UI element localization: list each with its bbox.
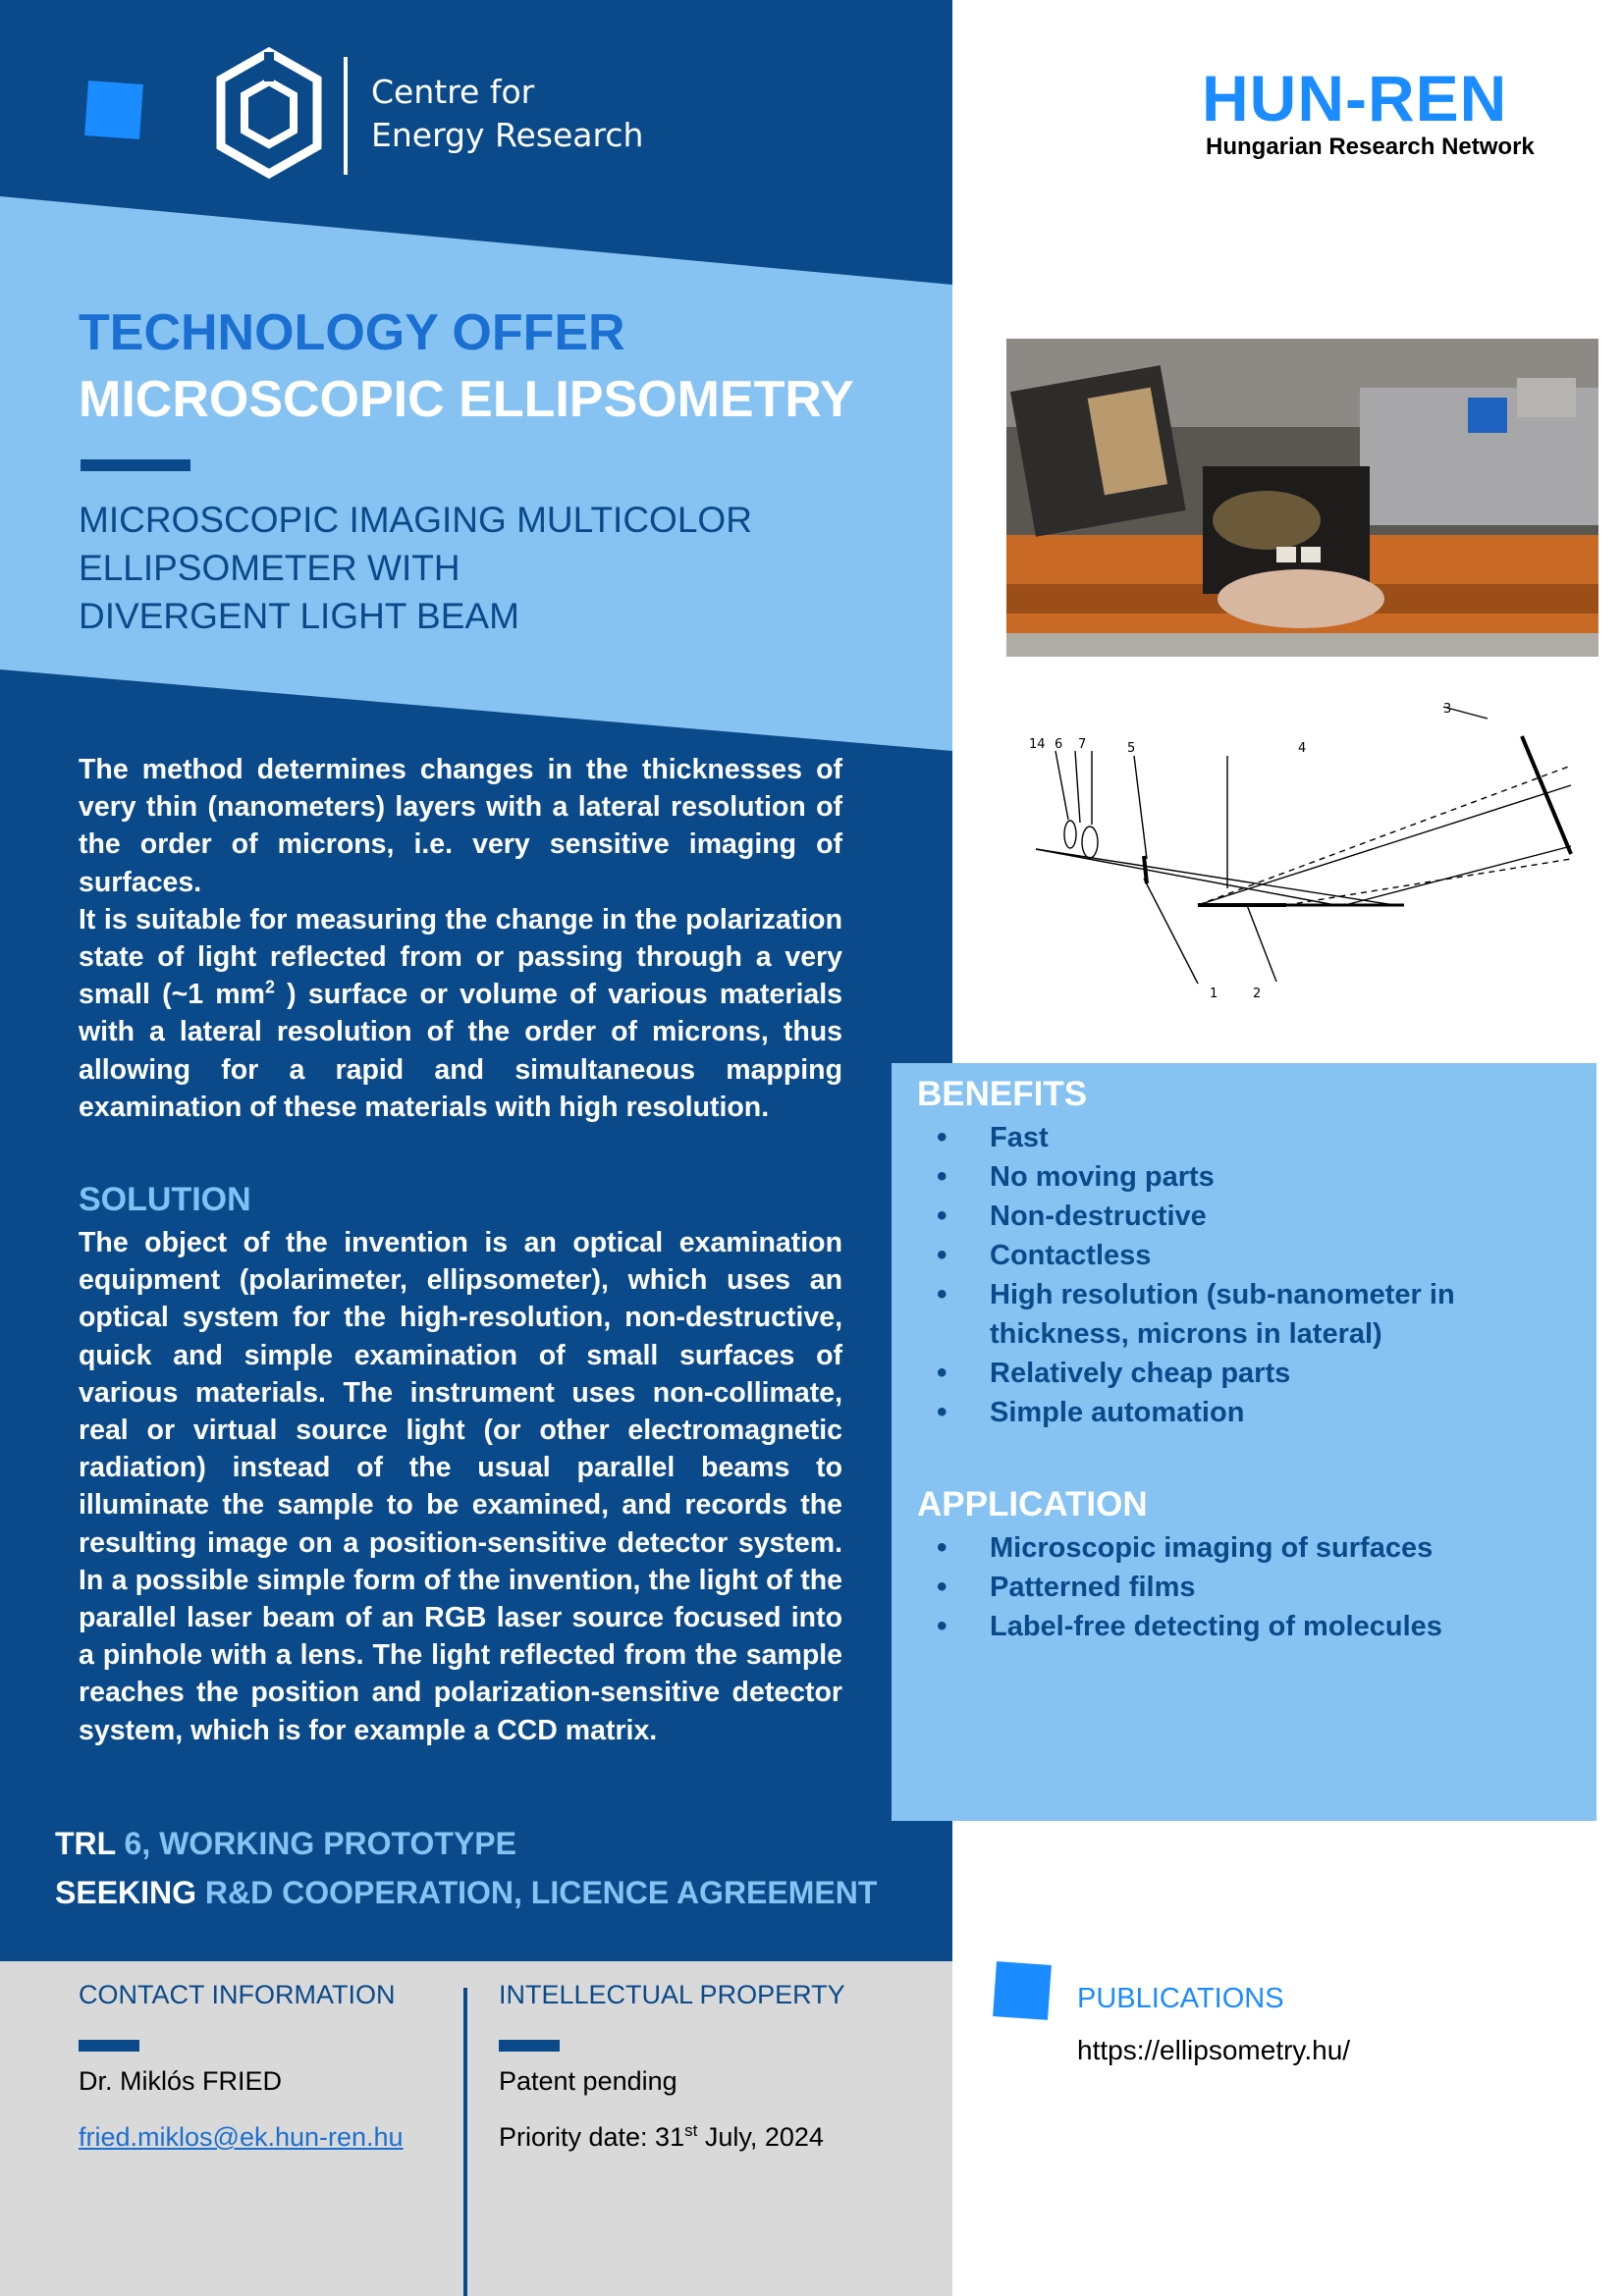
logo-square-icon: [84, 80, 143, 139]
diagram-label-7: 7: [1078, 737, 1087, 752]
contact-heading: CONTACT INFORMATION: [79, 1980, 396, 2009]
benefit-item: • Fast: [892, 1118, 1520, 1157]
offer-label: TECHNOLOGY OFFER: [79, 304, 625, 361]
seeking-line: [55, 1871, 877, 1914]
benefit-item: • High resolution (sub-nanometer in thickness, microns in lateral): [892, 1275, 1520, 1354]
benefits-panel: [892, 1063, 1597, 1821]
org-name: Centre for Energy Research: [371, 73, 644, 154]
contact-email-link[interactable]: fried.miklos@ek.hun-ren.hu: [79, 2122, 404, 2152]
trl-line: [55, 1822, 516, 1865]
seeking-value: R&D COOPERATION, LICENCE AGREEMENT: [204, 1875, 878, 1910]
priority-date-end: July, 2024: [697, 2122, 824, 2152]
priority-date-sup: st: [684, 2121, 698, 2140]
hexagon-logo-icon: [211, 44, 327, 182]
application-item: • Label-free detecting of molecules: [892, 1607, 1520, 1646]
contact-name: Dr. Miklós FRIED: [79, 2066, 283, 2096]
publications-link[interactable]: https://ellipsometry.hu/: [1077, 2035, 1351, 2065]
application-list: [892, 1528, 1520, 1646]
benefit-item: • Non-destructive: [892, 1197, 1520, 1236]
publications-heading: PUBLICATIONS: [1077, 1983, 1284, 2014]
seeking-label: SEEKING: [55, 1875, 197, 1910]
device-photo: [1006, 339, 1598, 657]
benefit-item: • Relatively cheap parts: [892, 1354, 1520, 1393]
optical-diagram: [1021, 697, 1591, 1001]
diagram-label-2: 2: [1253, 987, 1262, 1001]
title-dash: [81, 459, 190, 471]
description-p2-start: It is suitable for measuring the change in the polarization state of light reflected from or passing through a very small (~1 mm: [79, 903, 842, 1011]
description-paragraph-2: [79, 901, 842, 1126]
trl-value: 6, WORKING PROTOTYPE: [124, 1826, 516, 1861]
contact-dash: [79, 2040, 139, 2052]
diagram-label-1: 1: [1210, 987, 1218, 1001]
priority-date-start: Priority date: 31: [499, 2122, 685, 2152]
diagram-label-4: 4: [1298, 741, 1307, 756]
ip-priority-date: [499, 2119, 824, 2155]
benefit-item: • Contactless: [892, 1236, 1520, 1275]
benefit-item: • Simple automation: [892, 1393, 1520, 1432]
diagram-label-3: 3: [1443, 702, 1452, 717]
offer-title: MICROSCOPIC ELLIPSOMETRY: [79, 371, 854, 428]
trl-label: TRL: [55, 1826, 116, 1861]
offer-subtitle: MICROSCOPIC IMAGING MULTICOLOR ELLIPSOMETER WITH DIVERGENT LIGHT BEAM: [79, 500, 752, 636]
ip-dash: [499, 2040, 560, 2052]
benefit-item: • No moving parts: [892, 1157, 1520, 1197]
solution-text: The object of the invention is an optical examination equipment (polarimeter, ellipsometer), which uses an optical system for the high-resolution, non-destructive, quick and simple examination of small surfaces of various materials. The instrument uses non-collimate, real or virtual source light (or other electromagnetic radiation) instead of the usual parallel beams to illuminate the sample to be examined, and records the resulting image on a position-sensitive detector system. In a possible simple form of the invention, the light of the parallel laser beam of an RGB laser source focused into a pinhole with a lens. The light reflected from the sample reaches the position and polarization-sensitive detector system, which is for example a CCD matrix.: [79, 1227, 842, 1746]
description-p2-sup: 2: [264, 977, 275, 997]
network-logo-title: HUN-REN: [1202, 62, 1508, 134]
footer-divider: [463, 1988, 467, 2296]
publications-square-icon: [993, 1961, 1052, 2020]
application-heading: APPLICATION: [917, 1485, 1148, 1523]
diagram-label-6: 6: [1055, 737, 1063, 752]
ip-heading: INTELLECTUAL PROPERTY: [499, 1980, 845, 2009]
application-item: • Microscopic imaging of surfaces: [892, 1528, 1520, 1568]
diagram-label-5: 5: [1127, 741, 1136, 756]
description: [79, 751, 842, 1126]
description-paragraph-1: The method determines changes in the thicknesses of very thin (nanometers) layers with a lateral resolution of the order of microns, i.e. very sensitive imaging of surfaces.: [79, 754, 842, 898]
benefits-list: [892, 1118, 1520, 1432]
ip-status: Patent pending: [499, 2066, 677, 2096]
solution-heading: SOLUTION: [79, 1181, 251, 1218]
benefits-heading: BENEFITS: [917, 1075, 1088, 1113]
logo-divider: [344, 57, 348, 175]
description-p2-end: ) surface or volume of various materials with a lateral resolution of the order of microns, thus allowing for a rapid and simultaneous mapping examination of these materials with high resolution.: [79, 979, 842, 1123]
network-logo-subtitle: Hungarian Research Network: [1206, 133, 1535, 160]
application-item: • Patterned films: [892, 1568, 1520, 1607]
diagram-label-14: 14: [1029, 737, 1046, 752]
